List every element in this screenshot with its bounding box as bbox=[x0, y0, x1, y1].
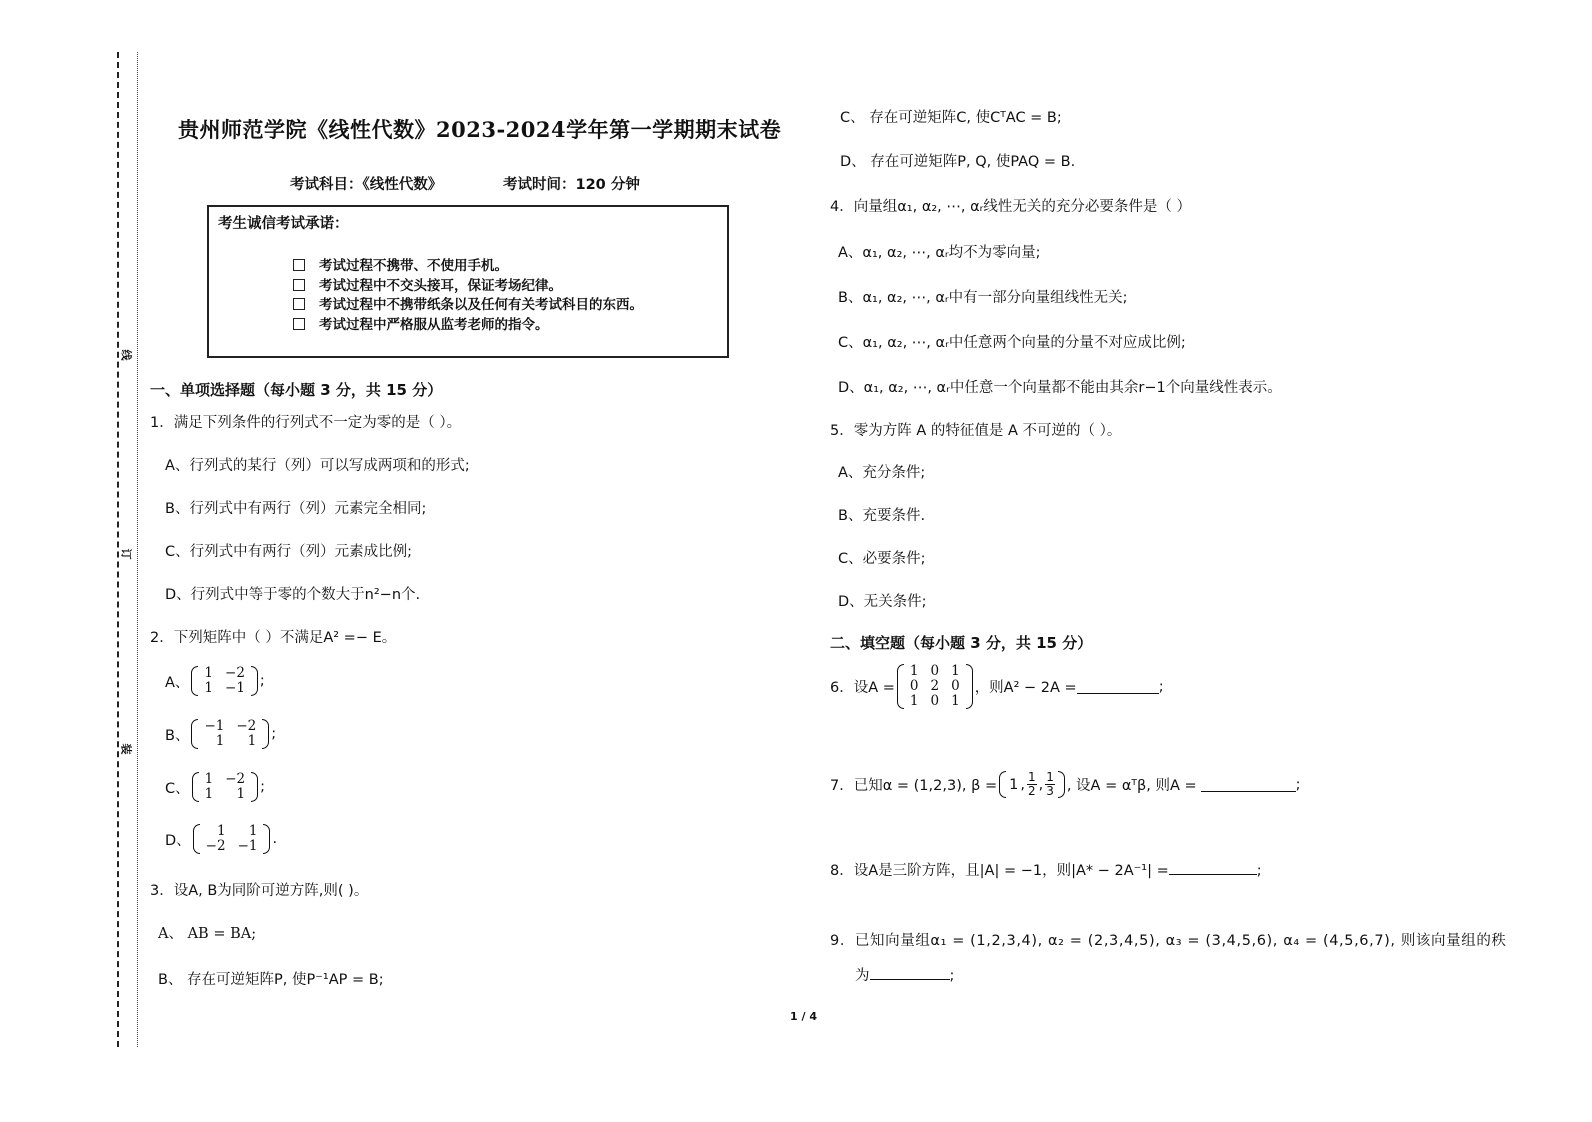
exam-subject: 考试科目：《线性代数》 bbox=[290, 177, 443, 193]
q9-prefix: 为 bbox=[855, 968, 870, 984]
question-6 bbox=[830, 664, 1164, 709]
pledge-item bbox=[293, 293, 643, 313]
q7-fraction-1: $\frac{1}{2}$ bbox=[1027, 770, 1036, 798]
matrix-entry: 0 bbox=[930, 663, 940, 679]
q4-option-d: D、α₁, α₂, ⋯, αᵣ中任意一个向量都不能由其余r−1个向量线性表示。 bbox=[838, 380, 1282, 396]
binding-line-inner bbox=[137, 52, 138, 1047]
pledge-text: 考试过程不携带、不使用手机。 bbox=[319, 258, 508, 274]
q7-v0: 1 bbox=[1009, 776, 1019, 793]
checkbox[interactable] bbox=[293, 298, 305, 310]
q5-option-a: A、充分条件; bbox=[838, 465, 926, 481]
q9-end: ; bbox=[949, 968, 955, 984]
left-paren bbox=[192, 772, 199, 802]
question-5-stem: 5．零为方阵 A 的特征值是 A 不可逆的（ ）。 bbox=[830, 423, 1122, 439]
q1-option-d: D、行列式中等于零的个数大于n²−n个. bbox=[165, 587, 421, 603]
matrix-entry: 1 bbox=[247, 733, 257, 749]
q5-option-d: D、无关条件; bbox=[838, 594, 927, 610]
q4-option-b: B、α₁, α₂, ⋯, αᵣ中有一部分向量组线性无关; bbox=[838, 290, 1128, 306]
checkbox[interactable] bbox=[293, 279, 305, 291]
option-matrix bbox=[191, 666, 258, 696]
matrix-entry: 0 bbox=[930, 693, 940, 709]
option-label: D、 bbox=[165, 832, 191, 849]
question-3-stem: 3．设A, B为同阶可逆方阵,则( )。 bbox=[150, 883, 369, 899]
matrix-entry: 1 bbox=[204, 665, 214, 681]
matrix-entry: 1 bbox=[909, 693, 919, 709]
pledge-item bbox=[293, 274, 562, 294]
q3-option-b: B、 存在可逆矩阵P, 使P⁻¹AP = B; bbox=[158, 972, 384, 988]
matrix-entry: 1 bbox=[204, 771, 214, 787]
q7-prefix: 7．已知α = (1,2,3), β = bbox=[830, 778, 998, 794]
left-paren bbox=[191, 666, 198, 696]
q2-option-d bbox=[165, 824, 277, 854]
question-7 bbox=[830, 771, 1301, 798]
matrix-entry: 1 bbox=[204, 680, 214, 696]
matrix-entry: −2 bbox=[205, 838, 226, 854]
binding-char-order: 订 bbox=[119, 548, 133, 560]
q4-option-a: A、α₁, α₂, ⋯, αᵣ均不为零向量; bbox=[838, 245, 1041, 261]
q7-middle: , 设A = αᵀβ, 则A = bbox=[1066, 778, 1197, 794]
q2-option-b bbox=[165, 719, 276, 749]
q5-option-c: C、必要条件; bbox=[838, 551, 926, 567]
question-2-stem: 2．下列矩阵中（ ）不满足A² =− E。 bbox=[150, 630, 397, 646]
section-heading-fill: 二、填空题（每小题 3 分，共 15 分） bbox=[830, 634, 1093, 652]
page-title: 贵州师范学院《线性代数》2023-2024学年第一学期期末试卷 bbox=[178, 117, 782, 142]
pledge-text: 考试过程中不携带纸条以及任何有关考试科目的东西。 bbox=[319, 297, 643, 313]
matrix-entry: −1 bbox=[204, 718, 225, 734]
option-end: ; bbox=[271, 726, 277, 742]
question-1-stem: 1．满足下列条件的行列式不一定为零的是（ ）。 bbox=[150, 415, 462, 431]
matrix-entry: −2 bbox=[225, 771, 246, 787]
left-paren bbox=[193, 824, 200, 854]
q1-option-b: B、行列式中有两行（列）元素完全相同; bbox=[165, 501, 427, 517]
matrix-entry: 0 bbox=[909, 678, 919, 694]
q1-option-c: C、行列式中有两行（列）元素成比例; bbox=[165, 544, 413, 560]
pledge-text: 考试过程中不交头接耳，保证考场纪律。 bbox=[319, 278, 562, 294]
right-paren bbox=[251, 772, 258, 802]
matrix-entry: 1 bbox=[909, 663, 919, 679]
matrix-entry: 1 bbox=[204, 786, 214, 802]
q3-option-a: A、 AB = BA; bbox=[158, 926, 257, 942]
matrix-entry: −1 bbox=[225, 680, 245, 696]
left-paren bbox=[897, 664, 904, 709]
q3-option-c: C、 存在可逆矩阵C, 使CᵀAC = B; bbox=[840, 110, 1062, 126]
matrix-entry: −2 bbox=[236, 718, 257, 734]
option-end: . bbox=[272, 831, 278, 847]
q6-end: ; bbox=[1158, 678, 1164, 695]
option-matrix bbox=[192, 772, 259, 802]
pledge-text: 考试过程中严格服从监考老师的指令。 bbox=[319, 317, 549, 333]
q7-answer-blank[interactable] bbox=[1201, 777, 1296, 792]
option-label: B、 bbox=[165, 727, 190, 744]
right-paren bbox=[262, 719, 269, 749]
option-matrix bbox=[191, 719, 269, 749]
right-paren bbox=[263, 824, 270, 854]
question-8 bbox=[830, 859, 1262, 880]
pledge-item bbox=[293, 254, 508, 274]
q1-option-a: A、行列式的某行（列）可以写成两项和的形式; bbox=[165, 458, 470, 474]
q8-prefix: 8．设A是三阶方阵，且|A| = −1，则|A* − 2A⁻¹| = bbox=[830, 863, 1169, 879]
exam-duration: 考试时间：120 分钟 bbox=[503, 177, 640, 193]
matrix-entry: 1 bbox=[248, 823, 258, 839]
pledge-heading: 考生诚信考试承诺： bbox=[218, 216, 349, 232]
option-end: ; bbox=[260, 779, 266, 795]
q4-option-c: C、α₁, α₂, ⋯, αᵣ中任意两个向量的分量不对应成比例; bbox=[838, 335, 1186, 351]
q8-end: ; bbox=[1256, 863, 1262, 879]
option-label: C、 bbox=[165, 780, 190, 797]
q6-matrix bbox=[897, 664, 973, 709]
question-9-line1: 9．已知向量组α₁ = (1,2,3,4), α₂ = (2,3,4,5), α₃ = (3,4,5,6), α₄ = (4,5,6,7), 则该向量组的秩 bbox=[830, 933, 1507, 949]
question-4-stem: 4．向量组α₁, α₂, ⋯, αᵣ线性无关的充分必要条件是（ ） bbox=[830, 199, 1192, 215]
matrix-entry: 1 bbox=[216, 823, 226, 839]
option-matrix bbox=[193, 824, 271, 854]
binding-char-line: 线 bbox=[119, 349, 133, 361]
q8-answer-blank[interactable] bbox=[1169, 860, 1257, 875]
checkbox[interactable] bbox=[293, 259, 305, 271]
q3-option-d: D、 存在可逆矩阵P, Q, 使PAQ = B. bbox=[840, 154, 1076, 170]
q5-option-b: B、充要条件. bbox=[838, 508, 926, 524]
q6-middle: ，则A² − 2A = bbox=[974, 680, 1077, 696]
checkbox[interactable] bbox=[293, 318, 305, 330]
matrix-entry: −2 bbox=[225, 665, 245, 681]
binding-char-bind: 装 bbox=[119, 743, 133, 755]
matrix-entry: −1 bbox=[237, 838, 258, 854]
page-number: 1 / 4 bbox=[790, 1010, 817, 1023]
pledge-item bbox=[293, 313, 549, 333]
question-9-line2 bbox=[855, 964, 954, 985]
right-paren bbox=[966, 664, 973, 709]
option-label: A、 bbox=[165, 674, 190, 691]
q7-beta-vector: 1 , $\frac{1}{2}$ , $\frac{1}{3}$ bbox=[999, 771, 1065, 798]
matrix-entry: 1 bbox=[951, 663, 960, 679]
q9-answer-blank[interactable] bbox=[870, 965, 950, 980]
q6-prefix: 6．设A = bbox=[830, 680, 895, 696]
option-end: ; bbox=[259, 673, 265, 689]
q6-answer-blank[interactable] bbox=[1077, 679, 1159, 694]
q2-option-a bbox=[165, 666, 265, 696]
q2-option-c bbox=[165, 772, 265, 802]
matrix-entry: 2 bbox=[930, 678, 940, 694]
left-paren bbox=[191, 719, 198, 749]
matrix-entry: 1 bbox=[236, 786, 246, 802]
matrix-entry: 1 bbox=[215, 733, 225, 749]
q7-end: ; bbox=[1295, 776, 1301, 793]
section-heading-choice: 一、单项选择题（每小题 3 分，共 15 分） bbox=[150, 381, 443, 399]
q7-fraction-2: $\frac{1}{3}$ bbox=[1046, 770, 1054, 798]
right-paren bbox=[251, 666, 258, 696]
matrix-entry: 0 bbox=[951, 678, 960, 694]
matrix-entry: 1 bbox=[951, 693, 960, 709]
